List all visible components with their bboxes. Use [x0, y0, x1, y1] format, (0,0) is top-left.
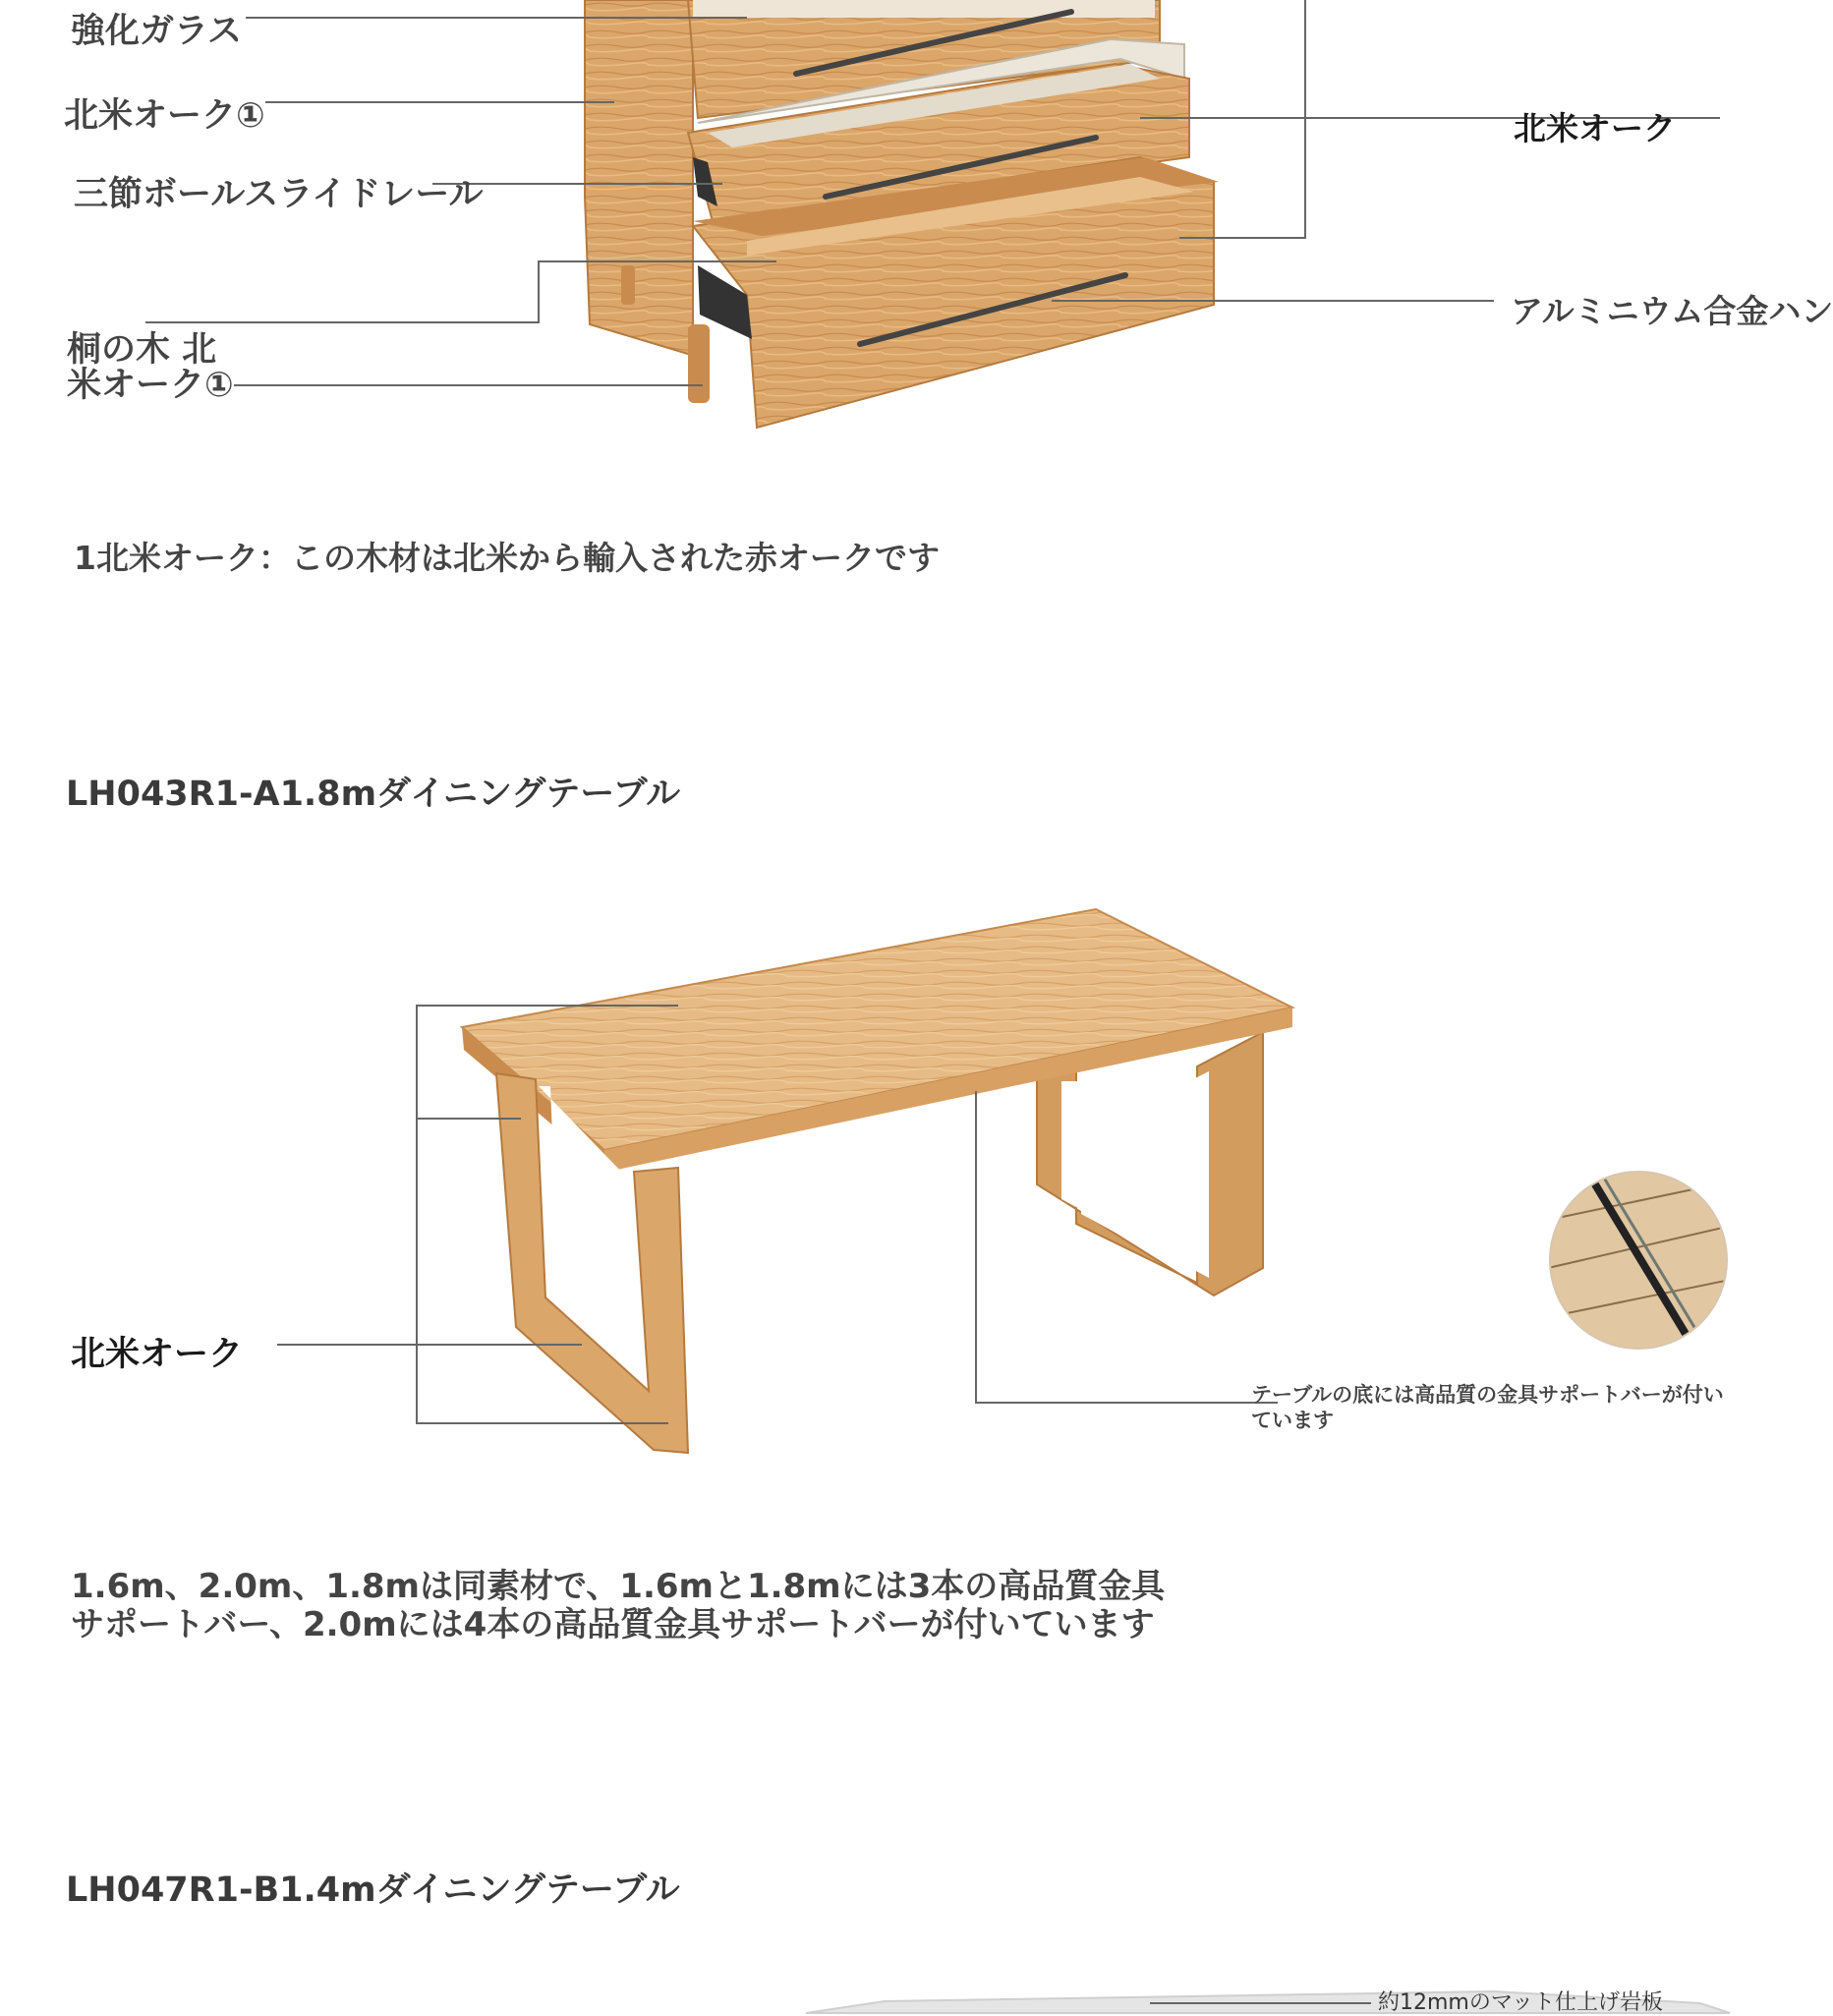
label-ball-slide-rail: 三節ボールスライドレール — [74, 175, 484, 214]
label-paulownia-line1: 桐の木 北 — [67, 330, 217, 370]
support-bar-detail-image — [1543, 1165, 1740, 1366]
cabinet-material-note: 1北米オーク：この木材は北米から輸入された赤オークです — [74, 539, 940, 577]
cabinet-illustration — [585, 0, 1219, 428]
label-aluminum-handle: アルミニウム合金ハン — [1511, 292, 1833, 330]
label-table-b-top: 約12mmのマット仕上げ岩板 — [1378, 1990, 1663, 2015]
label-north-american-oak-right: 北米オーク — [1514, 109, 1676, 147]
table-a-description-line2: サポートバー、2.0mには4本の高品質金具サポートバーが付いています — [71, 1605, 1155, 1644]
label-paulownia-line2: 米オーク① — [67, 366, 234, 405]
table-a-title: LH043R1-A1.8mダイニングテーブル — [66, 775, 681, 814]
table-a-description — [71, 1568, 1165, 1644]
table-b-title: LH047R1-B1.4mダイニングテーブル — [66, 1871, 680, 1910]
label-table-a-oak: 北米オーク — [71, 1335, 244, 1374]
table-a-description-line1: 1.6m、2.0m、1.8mは同素材で、1.6mと1.8mには3本の高品質金具 — [71, 1567, 1166, 1606]
label-tempered-glass: 強化ガラス — [71, 12, 242, 51]
label-table-a-support-bar: テーブルの底には高品質の金具サポートバーが付いています — [1251, 1383, 1724, 1432]
label-north-american-oak-1: 北米オーク① — [64, 96, 265, 136]
table-a-illustration — [462, 909, 1292, 1453]
